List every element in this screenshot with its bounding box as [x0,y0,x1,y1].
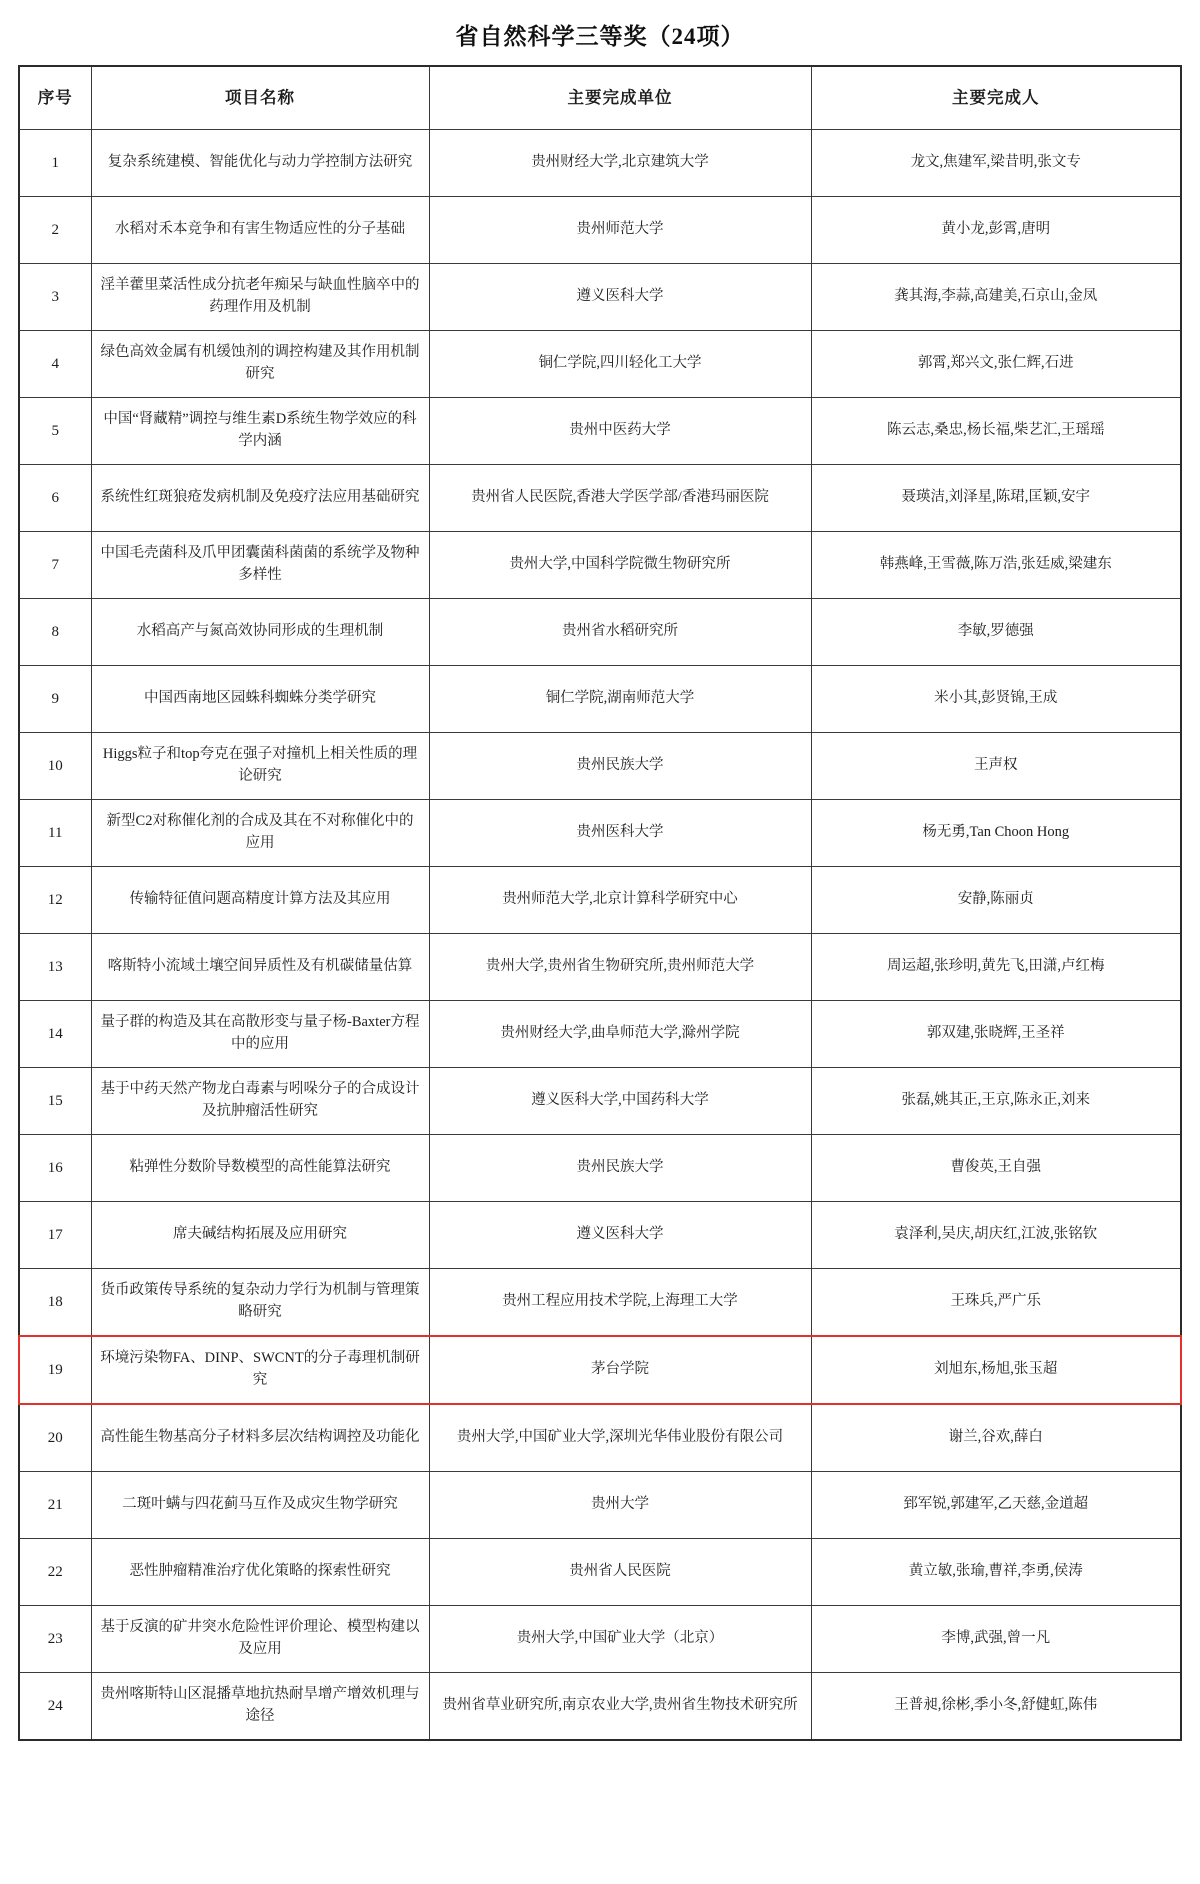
organization-cell: 贵州大学,贵州省生物研究所,贵州师范大学 [429,934,811,1001]
project-name-cell: 复杂系统建模、智能优化与动力学控制方法研究 [91,130,429,197]
organization-cell: 贵州大学,中国科学院微生物研究所 [429,532,811,599]
contributors-cell: 王普昶,徐彬,季小冬,舒健虹,陈伟 [811,1673,1181,1741]
row-index-cell: 17 [19,1202,91,1269]
contributors-cell: 韩燕峰,王雪薇,陈万浩,张廷威,梁建东 [811,532,1181,599]
contributors-cell: 李敏,罗德强 [811,599,1181,666]
contributors-cell: 郅军锐,郭建军,乙天慈,金道超 [811,1472,1181,1539]
organization-cell: 贵州民族大学 [429,1135,811,1202]
project-name-cell: 基于中药天然产物龙白毒素与吲哚分子的合成设计及抗肿瘤活性研究 [91,1068,429,1135]
row-index-cell: 13 [19,934,91,1001]
project-name-cell: 货币政策传导系统的复杂动力学行为机制与管理策略研究 [91,1269,429,1337]
project-name-cell: 环境污染物FA、DINP、SWCNT的分子毒理机制研究 [91,1336,429,1404]
contributors-cell: 陈云志,桑忠,杨长福,柴艺汇,王瑶瑶 [811,398,1181,465]
contributors-cell: 刘旭东,杨旭,张玉超 [811,1336,1181,1404]
table-row [19,1001,1181,1068]
row-index-cell: 8 [19,599,91,666]
row-index-cell: 11 [19,800,91,867]
table-row [19,666,1181,733]
contributors-cell: 王声权 [811,733,1181,800]
organization-cell: 贵州大学 [429,1472,811,1539]
project-name-cell: 席夫碱结构拓展及应用研究 [91,1202,429,1269]
contributors-cell: 黄立敏,张瑜,曹祥,李勇,侯涛 [811,1539,1181,1606]
organization-cell: 贵州工程应用技术学院,上海理工大学 [429,1269,811,1337]
page-title: 省自然科学三等奖（24项） [455,24,745,49]
table-row [19,331,1181,398]
table-row [19,1269,1181,1337]
project-name-cell: 中国“肾藏精”调控与维生素D系统生物学效应的科学内涵 [91,398,429,465]
organization-cell: 茅台学院 [429,1336,811,1404]
organization-cell: 贵州省草业研究所,南京农业大学,贵州省生物技术研究所 [429,1673,811,1741]
organization-cell: 贵州省人民医院,香港大学医学部/香港玛丽医院 [429,465,811,532]
table-row [19,1472,1181,1539]
project-name-cell: 高性能生物基高分子材料多层次结构调控及功能化 [91,1404,429,1472]
table-row [19,1135,1181,1202]
contributors-cell: 黄小龙,彭霄,唐明 [811,197,1181,264]
contributors-cell: 周运超,张珍明,黄先飞,田潇,卢红梅 [811,934,1181,1001]
contributors-cell: 杨无勇,Tan Choon Hong [811,800,1181,867]
table-header-row [19,66,1181,130]
table-row [19,1606,1181,1673]
contributors-cell: 王珠兵,严广乐 [811,1269,1181,1337]
table-row [19,264,1181,331]
organization-cell: 铜仁学院,四川轻化工大学 [429,331,811,398]
contributors-cell: 安静,陈丽贞 [811,867,1181,934]
column-header-no: 序号 [19,66,91,130]
table-row [19,1404,1181,1472]
row-index-cell: 21 [19,1472,91,1539]
row-index-cell: 23 [19,1606,91,1673]
project-name-cell: 系统性红斑狼疮发病机制及免疫疗法应用基础研究 [91,465,429,532]
table-row [19,1068,1181,1135]
organization-cell: 贵州民族大学 [429,733,811,800]
organization-cell: 遵义医科大学 [429,1202,811,1269]
project-name-cell: 新型C2对称催化剂的合成及其在不对称催化中的应用 [91,800,429,867]
project-name-cell: 中国西南地区园蛛科蜘蛛分类学研究 [91,666,429,733]
row-index-cell: 5 [19,398,91,465]
organization-cell: 贵州师范大学,北京计算科学研究中心 [429,867,811,934]
table-row [19,1336,1181,1404]
row-index-cell: 24 [19,1673,91,1741]
table-row [19,1673,1181,1741]
row-index-cell: 3 [19,264,91,331]
award-list-table [18,65,1182,1741]
column-header-people: 主要完成人 [811,66,1181,130]
column-header-name: 项目名称 [91,66,429,130]
row-index-cell: 9 [19,666,91,733]
table-row [19,197,1181,264]
table-row [19,398,1181,465]
organization-cell: 贵州师范大学 [429,197,811,264]
project-name-cell: 中国毛壳菌科及爪甲团囊菌科菌菌的系统学及物种多样性 [91,532,429,599]
table-body [19,130,1181,1741]
table-row [19,800,1181,867]
organization-cell: 贵州大学,中国矿业大学,深圳光华伟业股份有限公司 [429,1404,811,1472]
row-index-cell: 20 [19,1404,91,1472]
contributors-cell: 张磊,姚其正,王京,陈永正,刘来 [811,1068,1181,1135]
contributors-cell: 曹俊英,王自强 [811,1135,1181,1202]
organization-cell: 遵义医科大学 [429,264,811,331]
project-name-cell: 绿色高效金属有机缓蚀剂的调控构建及其作用机制研究 [91,331,429,398]
organization-cell: 铜仁学院,湖南师范大学 [429,666,811,733]
row-index-cell: 14 [19,1001,91,1068]
row-index-cell: 18 [19,1269,91,1337]
row-index-cell: 6 [19,465,91,532]
organization-cell: 贵州财经大学,北京建筑大学 [429,130,811,197]
project-name-cell: 淫羊藿里菜活性成分抗老年痴呆与缺血性脑卒中的药理作用及机制 [91,264,429,331]
organization-cell: 贵州中医药大学 [429,398,811,465]
project-name-cell: 传输特征值问题高精度计算方法及其应用 [91,867,429,934]
contributors-cell: 聂瑛洁,刘泽星,陈珺,匡颖,安宇 [811,465,1181,532]
organization-cell: 贵州省水稻研究所 [429,599,811,666]
row-index-cell: 19 [19,1336,91,1404]
project-name-cell: 恶性肿瘤精准治疗优化策略的探索性研究 [91,1539,429,1606]
row-index-cell: 15 [19,1068,91,1135]
project-name-cell: 喀斯特小流域土壤空间异质性及有机碳储量估算 [91,934,429,1001]
row-index-cell: 22 [19,1539,91,1606]
organization-cell: 遵义医科大学,中国药科大学 [429,1068,811,1135]
project-name-cell: 量子群的构造及其在高散形变与量子杨-Baxter方程中的应用 [91,1001,429,1068]
contributors-cell: 郭双建,张晓辉,王圣祥 [811,1001,1181,1068]
table-row [19,733,1181,800]
project-name-cell: Higgs粒子和top夸克在强子对撞机上相关性质的理论研究 [91,733,429,800]
row-index-cell: 12 [19,867,91,934]
project-name-cell: 二斑叶螨与四花蓟马互作及成灾生物学研究 [91,1472,429,1539]
table-row [19,1539,1181,1606]
row-index-cell: 10 [19,733,91,800]
table-row [19,532,1181,599]
contributors-cell: 李博,武强,曾一凡 [811,1606,1181,1673]
contributors-cell: 龙文,焦建军,梁昔明,张文专 [811,130,1181,197]
row-index-cell: 16 [19,1135,91,1202]
project-name-cell: 粘弹性分数阶导数模型的高性能算法研究 [91,1135,429,1202]
row-index-cell: 4 [19,331,91,398]
table-row [19,1202,1181,1269]
organization-cell: 贵州大学,中国矿业大学（北京） [429,1606,811,1673]
contributors-cell: 谢兰,谷欢,薛白 [811,1404,1181,1472]
contributors-cell: 米小其,彭贤锦,王成 [811,666,1181,733]
table-row [19,867,1181,934]
project-name-cell: 基于反演的矿井突水危险性评价理论、模型构建以及应用 [91,1606,429,1673]
table-row [19,934,1181,1001]
contributors-cell: 郭霄,郑兴文,张仁辉,石进 [811,331,1181,398]
project-name-cell: 水稻对禾本竞争和有害生物适应性的分子基础 [91,197,429,264]
row-index-cell: 7 [19,532,91,599]
table-row [19,130,1181,197]
organization-cell: 贵州省人民医院 [429,1539,811,1606]
contributors-cell: 龚其海,李蒜,高建美,石京山,金凤 [811,264,1181,331]
table-header [19,66,1181,130]
contributors-cell: 袁泽利,吴庆,胡庆红,江波,张铭钦 [811,1202,1181,1269]
project-name-cell: 水稻高产与氮高效协同形成的生理机制 [91,599,429,666]
organization-cell: 贵州财经大学,曲阜师范大学,滁州学院 [429,1001,811,1068]
table-row [19,465,1181,532]
column-header-org: 主要完成单位 [429,66,811,130]
table-row [19,599,1181,666]
organization-cell: 贵州医科大学 [429,800,811,867]
row-index-cell: 1 [19,130,91,197]
row-index-cell: 2 [19,197,91,264]
project-name-cell: 贵州喀斯特山区混播草地抗热耐旱增产增效机理与途径 [91,1673,429,1741]
